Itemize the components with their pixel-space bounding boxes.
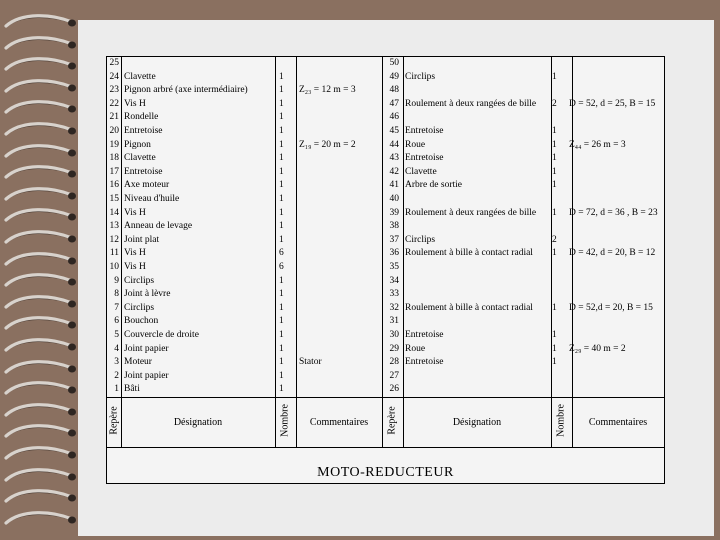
row-repere: 50 <box>389 58 399 68</box>
row-commentaires <box>569 315 663 329</box>
row-designation: Vis H <box>124 262 146 272</box>
row-repere: 4 <box>114 343 119 354</box>
row-nombre <box>552 57 570 71</box>
row-designation <box>405 275 550 289</box>
row-repere: 39 <box>389 207 399 218</box>
row-nombre: 2 <box>552 98 557 109</box>
row-repere: 49 <box>389 71 399 82</box>
row-repere: 27 <box>389 370 399 381</box>
row-designation: Axe moteur <box>124 180 170 191</box>
row-commentaires <box>569 71 663 85</box>
row-repere: 7 <box>114 302 119 313</box>
row-designation: Entretoise <box>405 126 444 136</box>
parts-table <box>106 56 665 484</box>
row-repere: 41 <box>389 180 399 191</box>
row-commentaires <box>299 220 381 234</box>
row-nombre: 1 <box>279 343 284 354</box>
row-repere: 18 <box>109 153 119 164</box>
row-repere: 17 <box>109 166 119 177</box>
row-designation <box>124 57 274 71</box>
binding-ring <box>2 100 76 114</box>
row-designation: Pignon <box>124 139 151 150</box>
row-nombre: 1 <box>279 207 284 218</box>
row-designation: Joint plat <box>124 234 160 245</box>
binding-ring <box>2 381 76 395</box>
row-repere: 40 <box>389 194 399 204</box>
row-nombre: 1 <box>279 330 284 340</box>
row-nombre: 1 <box>279 71 284 82</box>
row-repere: 30 <box>389 330 399 340</box>
row-commentaires <box>299 179 381 193</box>
row-designation: Entretoise <box>124 166 163 177</box>
row-repere: 8 <box>114 289 119 300</box>
binding-ring <box>2 79 76 93</box>
binding-ring <box>2 489 76 503</box>
row-designation: Rondelle <box>124 112 159 123</box>
row-commentaires <box>299 343 381 357</box>
row-nombre: 1 <box>279 384 284 395</box>
row-commentaires <box>299 275 381 289</box>
row-commentaires <box>569 125 663 139</box>
row-designation: Niveau d'huile <box>124 194 180 204</box>
row-commentaires <box>299 370 381 384</box>
row-nombre: 1 <box>552 139 557 150</box>
row-repere: 24 <box>109 71 119 82</box>
row-nombre: 1 <box>279 221 284 232</box>
row-repere: 9 <box>114 275 119 286</box>
row-repere: 44 <box>389 139 399 150</box>
row-commentaires: Z₁₉ = 20 m = 2 <box>299 139 356 150</box>
row-commentaires <box>569 356 663 370</box>
row-commentaires <box>299 152 381 166</box>
row-commentaires <box>299 234 381 248</box>
row-designation <box>405 261 550 275</box>
row-nombre: 1 <box>279 85 284 96</box>
row-nombre: 1 <box>552 207 557 218</box>
row-repere: 6 <box>114 316 119 327</box>
row-designation: Arbre de sortie <box>405 180 462 191</box>
row-repere: 43 <box>389 153 399 164</box>
row-commentaires <box>299 207 381 221</box>
row-nombre <box>552 220 570 234</box>
row-repere: 33 <box>389 289 399 300</box>
spiral-binding <box>0 0 78 540</box>
binding-ring <box>2 14 76 28</box>
row-nombre: 1 <box>279 370 284 381</box>
row-repere: 19 <box>109 139 119 150</box>
row-nombre: 1 <box>279 289 284 300</box>
row-repere: 13 <box>109 221 119 232</box>
row-designation <box>405 84 550 98</box>
row-nombre <box>552 261 570 275</box>
row-repere: 38 <box>389 221 399 232</box>
binding-ring <box>2 424 76 438</box>
row-nombre: 1 <box>279 194 284 204</box>
row-commentaires <box>299 302 381 316</box>
row-designation <box>405 315 550 329</box>
row-commentaires <box>569 152 663 166</box>
row-commentaires <box>299 193 381 207</box>
row-repere: 14 <box>109 207 119 218</box>
row-nombre: 1 <box>552 330 557 340</box>
row-repere: 28 <box>389 357 399 368</box>
binding-ring <box>2 273 76 287</box>
binding-ring <box>2 360 76 374</box>
row-commentaires <box>569 261 663 275</box>
row-designation: Circlips <box>405 234 436 245</box>
row-nombre <box>552 275 570 289</box>
row-commentaires <box>569 275 663 289</box>
row-designation: Vis H <box>124 98 146 109</box>
row-commentaires <box>569 220 663 234</box>
binding-ring <box>2 57 76 71</box>
row-nombre: 1 <box>279 316 284 327</box>
binding-ring <box>2 446 76 460</box>
row-commentaires <box>569 193 663 207</box>
row-commentaires: Z₂₉ = 40 m = 2 <box>569 343 626 354</box>
row-commentaires <box>569 383 663 397</box>
row-commentaires <box>569 329 663 343</box>
binding-ring <box>2 252 76 266</box>
row-nombre <box>552 315 570 329</box>
row-designation: Joint papier <box>124 370 169 381</box>
row-repere: 32 <box>389 302 399 313</box>
row-repere: 29 <box>389 343 399 354</box>
row-repere: 25 <box>109 58 119 68</box>
binding-ring <box>2 468 76 482</box>
row-designation <box>405 193 550 207</box>
row-designation: Moteur <box>124 357 152 368</box>
row-nombre: 6 <box>279 248 284 259</box>
row-repere: 15 <box>109 194 119 204</box>
row-commentaires <box>299 57 381 71</box>
row-repere: 20 <box>109 126 119 136</box>
row-nombre: 1 <box>552 248 557 259</box>
row-commentaires <box>299 111 381 125</box>
header-commentaires-right: Commentaires <box>588 417 648 428</box>
row-commentaires: D = 52, d = 25, B = 15 <box>569 98 656 109</box>
row-repere: 31 <box>389 316 399 327</box>
row-nombre: 1 <box>552 302 557 313</box>
row-nombre <box>552 288 570 302</box>
row-nombre <box>552 84 570 98</box>
row-repere: 46 <box>389 112 399 123</box>
header-repere-right: Repère <box>386 406 398 435</box>
row-nombre: 2 <box>552 234 557 245</box>
row-commentaires <box>299 288 381 302</box>
row-repere: 34 <box>389 275 399 286</box>
header-commentaires-left: Commentaires <box>309 417 369 428</box>
row-commentaires <box>299 71 381 85</box>
header-designation-left: Désignation <box>173 417 223 428</box>
row-designation <box>405 383 550 397</box>
row-nombre: 1 <box>552 343 557 354</box>
row-designation: Vis H <box>124 207 146 218</box>
row-designation: Roulement à bille à contact radial <box>405 302 533 313</box>
header-repere-left: Repère <box>108 406 120 435</box>
row-designation: Entretoise <box>405 153 444 164</box>
binding-ring <box>2 230 76 244</box>
row-designation: Pignon arbré (axe intermédiaire) <box>124 85 248 96</box>
binding-ring <box>2 338 76 352</box>
row-nombre: 6 <box>279 262 284 272</box>
row-nombre: 1 <box>279 275 284 286</box>
row-nombre: 1 <box>552 166 557 177</box>
row-nombre: 1 <box>552 153 557 164</box>
row-designation: Clavette <box>124 71 156 82</box>
row-designation: Roulement à bille à contact radial <box>405 248 533 259</box>
row-commentaires: Z₂₃ = 12 m = 3 <box>299 85 356 96</box>
row-commentaires <box>299 261 381 275</box>
row-nombre: 1 <box>552 71 557 82</box>
row-repere: 37 <box>389 234 399 245</box>
row-commentaires <box>569 370 663 384</box>
row-repere: 1 <box>114 384 119 395</box>
row-designation: Roulement à deux rangées de bille <box>405 98 537 109</box>
binding-ring <box>2 511 76 525</box>
row-commentaires <box>299 383 381 397</box>
row-designation <box>405 370 550 384</box>
row-designation: Couvercle de droite <box>124 330 199 340</box>
row-repere: 26 <box>389 384 399 395</box>
row-designation: Clavette <box>405 166 437 177</box>
row-commentaires <box>299 247 381 261</box>
binding-ring <box>2 165 76 179</box>
row-commentaires <box>299 166 381 180</box>
row-designation <box>405 288 550 302</box>
row-designation: Joint à lèvre <box>124 289 171 300</box>
row-repere: 45 <box>389 126 399 136</box>
row-designation: Circlips <box>405 71 436 82</box>
row-commentaires: D = 42, d = 20, B = 12 <box>569 248 656 259</box>
row-repere: 35 <box>389 262 399 272</box>
row-nombre: 1 <box>279 153 284 164</box>
row-designation: Entretoise <box>124 126 163 136</box>
binding-ring <box>2 295 76 309</box>
row-nombre: 1 <box>279 166 284 177</box>
row-repere: 22 <box>109 98 119 109</box>
row-designation: Bouchon <box>124 316 159 327</box>
row-designation: Anneau de levage <box>124 221 193 232</box>
row-designation: Vis H <box>124 248 146 259</box>
row-nombre: 1 <box>279 302 284 313</box>
row-designation: Bâti <box>124 384 140 395</box>
row-repere: 12 <box>109 234 119 245</box>
document-title: MOTO-REDUCTEUR <box>317 465 454 480</box>
row-repere: 42 <box>389 166 399 177</box>
binding-ring <box>2 144 76 158</box>
row-commentaires <box>569 288 663 302</box>
binding-ring <box>2 122 76 136</box>
row-nombre <box>552 370 570 384</box>
row-designation: Entretoise <box>405 330 444 340</box>
row-repere: 23 <box>109 85 119 96</box>
row-commentaires <box>569 111 663 125</box>
row-commentaires: D = 72, d = 36 , B = 23 <box>569 207 658 218</box>
row-nombre <box>552 111 570 125</box>
binding-ring <box>2 187 76 201</box>
row-commentaires <box>569 179 663 193</box>
row-nombre <box>279 57 295 71</box>
row-repere: 36 <box>389 248 399 259</box>
row-commentaires: Stator <box>299 357 322 368</box>
row-nombre: 1 <box>279 126 284 136</box>
row-nombre: 1 <box>279 357 284 368</box>
row-repere: 2 <box>114 370 119 381</box>
row-commentaires <box>569 84 663 98</box>
row-repere: 21 <box>109 112 119 123</box>
row-designation: Entretoise <box>405 357 444 368</box>
row-commentaires <box>569 166 663 180</box>
row-commentaires <box>569 234 663 248</box>
row-nombre <box>552 193 570 207</box>
row-commentaires: Z₄₄ = 26 m = 3 <box>569 139 626 150</box>
row-repere: 47 <box>389 98 399 109</box>
row-repere: 5 <box>114 330 119 340</box>
row-designation: Roue <box>405 343 426 354</box>
row-designation: Clavette <box>124 153 156 164</box>
row-nombre: 1 <box>279 112 284 123</box>
row-nombre: 1 <box>279 234 284 245</box>
row-nombre: 1 <box>552 126 557 136</box>
row-nombre: 1 <box>279 139 284 150</box>
row-repere: 16 <box>109 180 119 191</box>
row-repere: 11 <box>109 248 119 259</box>
row-commentaires <box>299 315 381 329</box>
row-designation <box>405 220 550 234</box>
row-commentaires: D = 52,d = 20, B = 15 <box>569 302 653 313</box>
row-repere: 10 <box>109 262 119 272</box>
row-commentaires <box>299 329 381 343</box>
row-nombre: 1 <box>279 180 284 191</box>
row-nombre: 1 <box>552 357 557 368</box>
binding-ring <box>2 36 76 50</box>
row-designation: Circlips <box>124 302 155 313</box>
row-designation: Roue <box>405 139 426 150</box>
row-commentaires <box>299 125 381 139</box>
row-commentaires <box>569 57 663 71</box>
row-nombre: 1 <box>552 180 557 191</box>
binding-ring <box>2 316 76 330</box>
header-nombre-right: Nombre <box>555 404 567 437</box>
row-commentaires <box>299 98 381 112</box>
row-designation: Circlips <box>124 275 155 286</box>
header-designation-right: Désignation <box>452 417 502 428</box>
row-designation: Roulement à deux rangées de bille <box>405 207 537 218</box>
row-designation: Joint papier <box>124 343 169 354</box>
binding-ring <box>2 403 76 417</box>
row-designation <box>405 111 550 125</box>
row-repere: 3 <box>114 357 119 368</box>
binding-ring <box>2 208 76 222</box>
row-repere: 48 <box>389 85 399 96</box>
row-designation <box>405 57 550 71</box>
header-nombre-left: Nombre <box>279 404 291 437</box>
row-nombre: 1 <box>279 98 284 109</box>
